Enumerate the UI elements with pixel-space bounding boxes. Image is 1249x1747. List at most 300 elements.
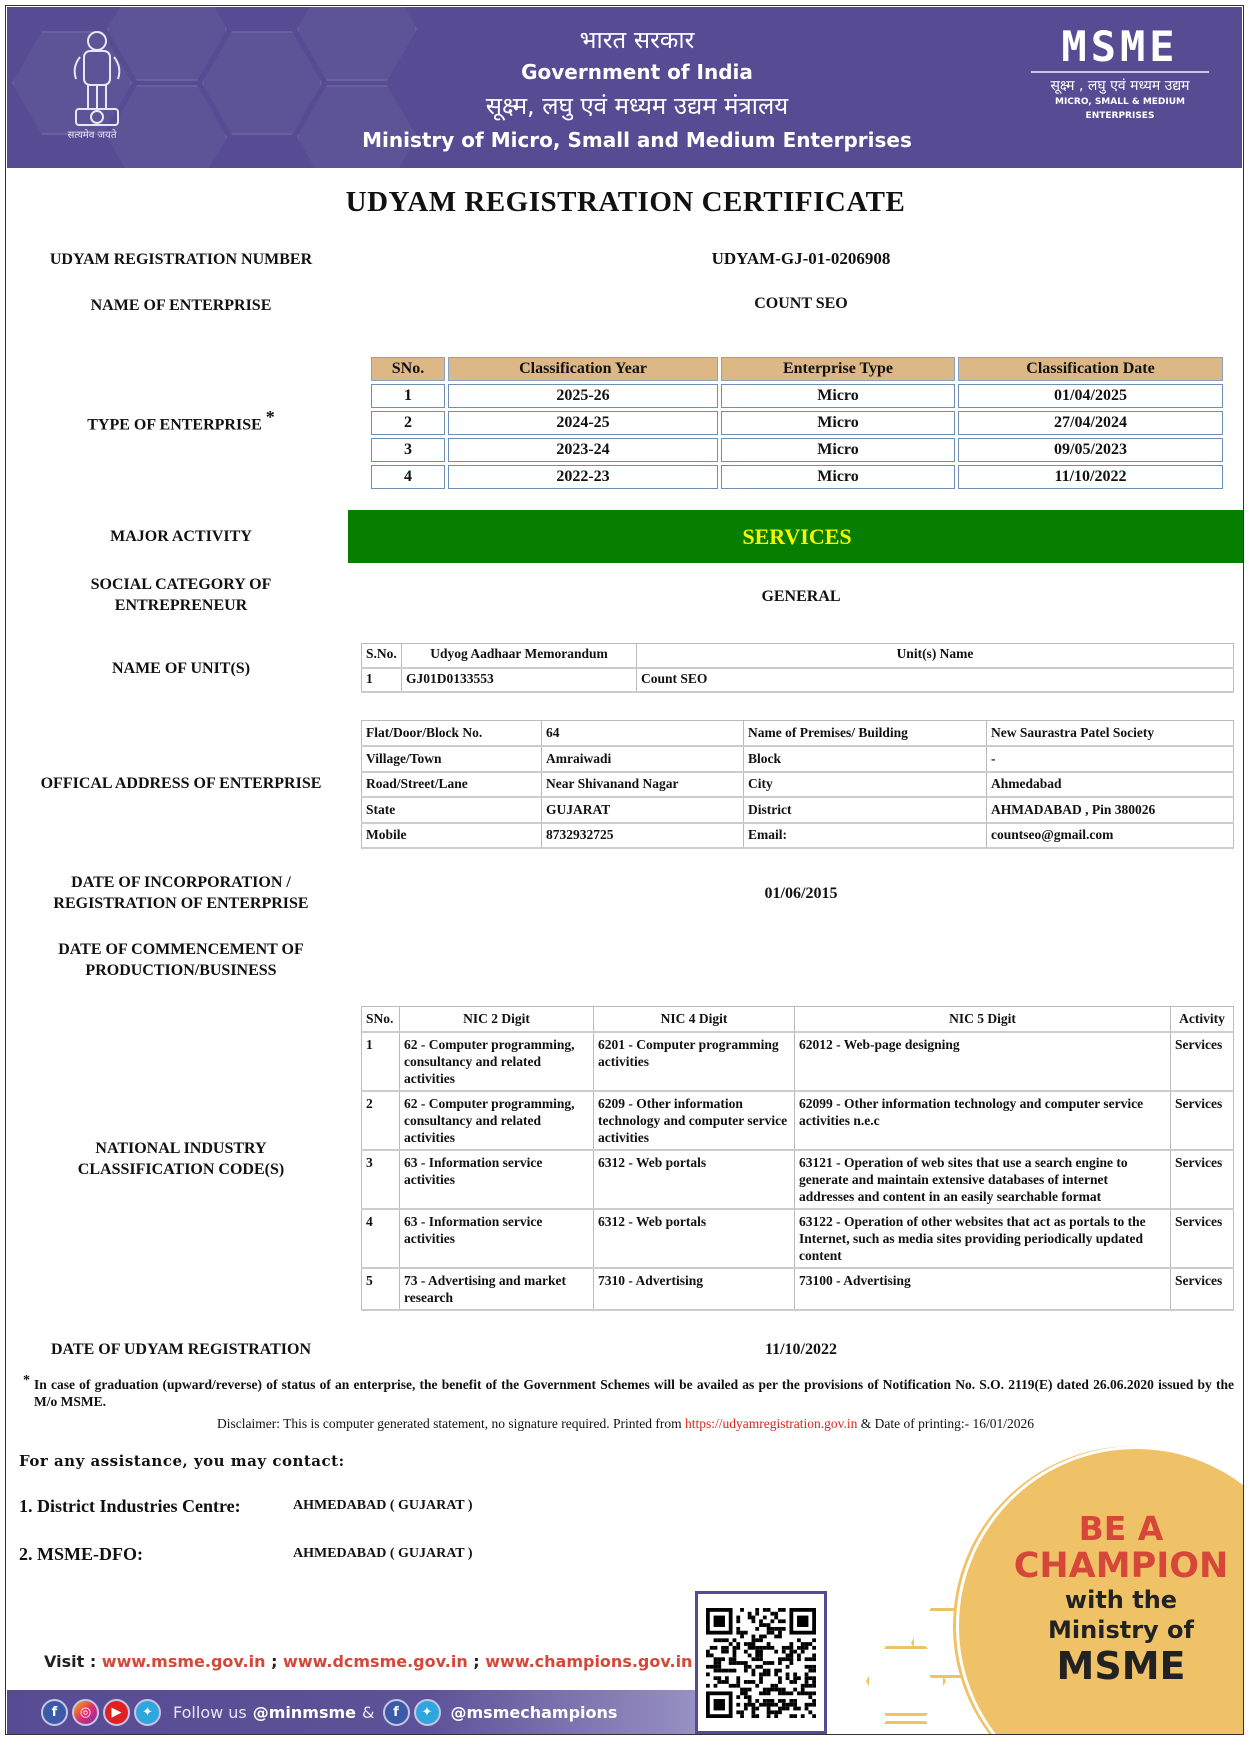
- column-header: Classification Year: [448, 357, 718, 381]
- qr-module: [759, 1646, 763, 1650]
- champions-website-link[interactable]: www.champions.gov.in: [485, 1652, 693, 1671]
- qr-module: [755, 1657, 759, 1661]
- qr-module: [793, 1699, 797, 1703]
- column-header: NIC 4 Digit: [594, 1007, 795, 1032]
- qr-module: [763, 1688, 767, 1692]
- qr-module: [759, 1672, 763, 1676]
- qr-module: [767, 1669, 771, 1673]
- qr-module: [725, 1676, 729, 1680]
- qr-module: [797, 1676, 801, 1680]
- address-label: OFFICAL ADDRESS OF ENTERPRISE: [40, 775, 322, 792]
- column-header: Enterprise Type: [721, 357, 955, 381]
- address-field-label: State: [362, 797, 542, 823]
- address-field-value: Amraiwadi: [542, 746, 744, 772]
- qr-module: [774, 1627, 778, 1631]
- table-cell: 63 - Information service activities: [400, 1209, 594, 1268]
- qr-module: [808, 1657, 812, 1661]
- msme-wordmark: MSME: [1061, 22, 1179, 71]
- qr-module: [714, 1661, 718, 1665]
- table-cell: 3: [371, 438, 445, 462]
- nic-header-row: [362, 1007, 1234, 1032]
- table-cell: 3: [362, 1150, 400, 1209]
- qr-module: [744, 1665, 748, 1669]
- qr-module: [736, 1680, 740, 1684]
- table-row: [371, 384, 1223, 408]
- qr-module: [752, 1642, 756, 1646]
- qr-module: [808, 1676, 812, 1680]
- table-cell: 2: [371, 411, 445, 435]
- qr-module: [808, 1665, 812, 1669]
- qr-module: [805, 1703, 809, 1707]
- facebook-icon[interactable]: f: [41, 1699, 68, 1726]
- column-header: Classification Date: [958, 357, 1223, 381]
- qr-module: [714, 1657, 718, 1661]
- table-cell: 4: [371, 465, 445, 489]
- qr-module: [752, 1680, 756, 1684]
- qr-module: [740, 1710, 744, 1714]
- address-field-value: New Saurastra Patel Society: [987, 721, 1234, 747]
- table-row: [371, 465, 1223, 489]
- footnote-text: In case of graduation (upward/reverse) of status of an enterprise, the benefit of the Government Schemes will be availed as per the provisions of Notification No. S.O. 2119(E) dated 26.06.2020 issued by the M/o MSME.: [34, 1377, 1234, 1409]
- qr-module: [786, 1654, 790, 1658]
- qr-module: [770, 1703, 774, 1707]
- separator: ;: [265, 1652, 284, 1671]
- separator: ;: [467, 1652, 486, 1671]
- assistance-heading: For any assistance, you may contact:: [19, 1452, 345, 1470]
- qr-module: [755, 1627, 759, 1631]
- qr-module: [714, 1665, 718, 1669]
- qr-module: [763, 1616, 767, 1620]
- table-cell: 1: [362, 1032, 400, 1091]
- qr-module: [740, 1691, 744, 1695]
- qr-module: [778, 1699, 782, 1703]
- qr-module: [748, 1680, 752, 1684]
- mobile-value: 8732932725: [542, 823, 744, 849]
- qr-module: [740, 1631, 744, 1635]
- qr-module: [801, 1650, 805, 1654]
- table-cell: Services: [1171, 1032, 1234, 1091]
- address-field-label: Village/Town: [362, 746, 542, 772]
- youtube-icon[interactable]: ▶: [103, 1699, 130, 1726]
- qr-module: [767, 1627, 771, 1631]
- qr-module: [774, 1635, 778, 1639]
- qr-module: [801, 1688, 805, 1692]
- social-category-label-line: SOCIAL CATEGORY OF: [90, 576, 272, 593]
- qr-module: [721, 1669, 725, 1673]
- qr-module: [755, 1665, 759, 1669]
- qr-module: [752, 1714, 756, 1718]
- qr-module: [793, 1676, 797, 1680]
- qr-module: [770, 1688, 774, 1692]
- qr-module: [812, 1657, 816, 1661]
- qr-module: [736, 1710, 740, 1714]
- dfo-value: AHMEDABAD ( GUJARAT ): [293, 1546, 473, 1561]
- qr-module: [710, 1654, 714, 1658]
- qr-module: [740, 1661, 744, 1665]
- qr-module: [759, 1619, 763, 1623]
- qr-module: [748, 1612, 752, 1616]
- table-cell: Micro: [721, 438, 955, 462]
- qr-module: [736, 1642, 740, 1646]
- qr-code[interactable]: [706, 1602, 816, 1724]
- qr-module: [748, 1654, 752, 1658]
- qr-module: [744, 1707, 748, 1711]
- qr-module: [797, 1691, 801, 1695]
- qr-module: [778, 1608, 782, 1612]
- qr-module: [812, 1638, 816, 1642]
- major-activity-label: MAJOR ACTIVITY: [110, 528, 252, 545]
- table-cell: Micro: [721, 384, 955, 408]
- table-cell: Micro: [721, 411, 955, 435]
- table-row: [362, 1091, 1234, 1150]
- qr-module: [763, 1691, 767, 1695]
- address-field-value: AHMADABAD , Pin 380026: [987, 797, 1234, 823]
- qr-module: [759, 1676, 763, 1680]
- udyam-portal-link[interactable]: https://udyamregistration.gov.in: [685, 1416, 858, 1431]
- qr-module: [729, 1642, 733, 1646]
- qr-module: [808, 1669, 812, 1673]
- qr-module: [748, 1616, 752, 1620]
- reg-number-value: UDYAM-GJ-01-0206908: [711, 249, 891, 268]
- qr-module: [770, 1627, 774, 1631]
- table-cell: 2024-25: [448, 411, 718, 435]
- qr-module: [793, 1688, 797, 1692]
- qr-module: [729, 1669, 733, 1673]
- qr-module: [755, 1646, 759, 1650]
- dfo-label: 2. MSME-DFO:: [19, 1544, 143, 1564]
- minmsme-handle[interactable]: @minmsme: [252, 1703, 357, 1722]
- qr-module: [736, 1616, 740, 1620]
- qr-module: [744, 1691, 748, 1695]
- champion-line: CHAMPION: [1013, 1546, 1229, 1586]
- qr-finder-pattern: [797, 1616, 808, 1627]
- qr-module: [797, 1654, 801, 1658]
- qr-module: [759, 1680, 763, 1684]
- national-emblem-icon: [62, 27, 132, 142]
- qr-module: [786, 1646, 790, 1650]
- qr-module: [744, 1669, 748, 1673]
- qr-module: [725, 1669, 729, 1673]
- qr-module: [801, 1646, 805, 1650]
- qr-module: [767, 1642, 771, 1646]
- qr-module: [812, 1680, 816, 1684]
- qr-module: [797, 1638, 801, 1642]
- qr-module: [733, 1646, 737, 1650]
- address-field-value: Ahmedabad: [987, 772, 1234, 798]
- qr-module: [725, 1680, 729, 1684]
- qr-module: [740, 1635, 744, 1639]
- qr-module: [736, 1627, 740, 1631]
- table-cell: 62099 - Other information technology and computer service activities n.e.c: [795, 1091, 1171, 1150]
- qr-module: [786, 1672, 790, 1676]
- qr-module: [812, 1646, 816, 1650]
- column-header: Udyog Aadhaar Memorandum: [402, 644, 637, 668]
- commencement-label-line: DATE OF COMMENCEMENT OF: [58, 941, 304, 958]
- qr-module: [782, 1707, 786, 1711]
- column-header: Activity: [1171, 1007, 1234, 1032]
- qr-module: [736, 1676, 740, 1680]
- table-row: [362, 823, 1234, 849]
- qr-module: [782, 1703, 786, 1707]
- qr-module: [786, 1665, 790, 1669]
- graduation-footnote: [23, 1373, 1234, 1410]
- qr-module: [744, 1631, 748, 1635]
- table-cell: 1: [371, 384, 445, 408]
- table-row: [362, 668, 1234, 692]
- qr-module: [752, 1657, 756, 1661]
- table-cell: 63122 - Operation of other websites that act as portals to the Internet, such as media sites providing periodically updated content: [795, 1209, 1171, 1268]
- qr-module: [725, 1638, 729, 1642]
- enterprise-type-label: [26, 407, 336, 435]
- table-cell: Micro: [721, 465, 955, 489]
- qr-module: [744, 1688, 748, 1692]
- social-category-value: GENERAL: [761, 588, 841, 605]
- reg-number-label: UDYAM REGISTRATION NUMBER: [49, 251, 313, 268]
- address-field-label: City: [744, 772, 987, 798]
- qr-finder-pattern: [714, 1699, 725, 1710]
- qr-module: [786, 1691, 790, 1695]
- classification-header-row: [371, 357, 1223, 381]
- qr-module: [752, 1710, 756, 1714]
- qr-module: [767, 1710, 771, 1714]
- table-cell: Services: [1171, 1150, 1234, 1209]
- social-follow-bar: [7, 1690, 707, 1735]
- qr-module: [808, 1703, 812, 1707]
- qr-module: [736, 1619, 740, 1623]
- certificate-page: [5, 5, 1244, 1735]
- msmechampions-handle[interactable]: @msmechampions: [450, 1703, 618, 1722]
- qr-module: [789, 1691, 793, 1695]
- column-header: SNo.: [362, 1007, 400, 1032]
- qr-module: [755, 1684, 759, 1688]
- address-field-label: Mobile: [362, 823, 542, 849]
- qr-module: [774, 1672, 778, 1676]
- qr-module: [714, 1676, 718, 1680]
- qr-module: [801, 1642, 805, 1646]
- qr-module: [744, 1642, 748, 1646]
- qr-module: [744, 1695, 748, 1699]
- table-cell: 2: [362, 1091, 400, 1150]
- major-activity-banner: SERVICES: [348, 510, 1244, 563]
- qr-module: [812, 1654, 816, 1658]
- qr-module: [759, 1638, 763, 1642]
- printing-date: & Date of printing:- 16/01/2026: [857, 1416, 1034, 1431]
- qr-module: [782, 1699, 786, 1703]
- dcmsme-website-link[interactable]: www.dcmsme.gov.in: [283, 1652, 468, 1671]
- champion-line: BE A: [1078, 1509, 1164, 1548]
- qr-module: [717, 1676, 721, 1680]
- qr-module: [789, 1642, 793, 1646]
- qr-module: [778, 1657, 782, 1661]
- qr-module: [789, 1646, 793, 1650]
- qr-module: [808, 1684, 812, 1688]
- footnote-marker: *: [23, 1373, 30, 1388]
- table-row: [371, 411, 1223, 435]
- qr-module: [778, 1688, 782, 1692]
- qr-module: [793, 1680, 797, 1684]
- nic-label: [26, 1138, 336, 1180]
- qr-module: [789, 1654, 793, 1658]
- certificate-title: UDYAM REGISTRATION CERTIFICATE: [345, 186, 906, 218]
- qr-module: [706, 1665, 710, 1669]
- government-title: Government of India: [521, 60, 753, 84]
- qr-module: [759, 1635, 763, 1639]
- table-cell: 4: [362, 1209, 400, 1268]
- table-row: [362, 1268, 1234, 1310]
- qr-module: [778, 1676, 782, 1680]
- qr-module: [782, 1657, 786, 1661]
- qr-module: [789, 1699, 793, 1703]
- qr-module: [778, 1707, 782, 1711]
- qr-module: [805, 1684, 809, 1688]
- qr-module: [748, 1695, 752, 1699]
- qr-module: [778, 1661, 782, 1665]
- qr-module: [744, 1661, 748, 1665]
- nic-label-line: NATIONAL INDUSTRY: [95, 1140, 267, 1157]
- table-row: [362, 772, 1234, 798]
- qr-module: [786, 1703, 790, 1707]
- incorporation-date-label: [26, 872, 336, 914]
- qr-module: [714, 1669, 718, 1673]
- qr-module: [789, 1703, 793, 1707]
- qr-module: [729, 1684, 733, 1688]
- champion-slogan: [991, 1511, 1244, 1687]
- qr-module: [778, 1635, 782, 1639]
- address-field-value: 64: [542, 721, 744, 747]
- table-cell: 73100 - Advertising: [795, 1268, 1171, 1310]
- qr-module: [733, 1638, 737, 1642]
- qr-module: [740, 1688, 744, 1692]
- address-field-value: -: [987, 746, 1234, 772]
- logo-hindi-text: सूक्ष्म , लघु एवं मध्यम उद्यम: [1050, 78, 1190, 94]
- ministry-title-block: [307, 25, 967, 157]
- table-row: [362, 797, 1234, 823]
- qr-module: [782, 1646, 786, 1650]
- qr-module: [714, 1684, 718, 1688]
- qr-module: [714, 1638, 718, 1642]
- qr-module: [763, 1672, 767, 1676]
- qr-module: [767, 1672, 771, 1676]
- emblem-caption: सत्यमेव जयते: [67, 130, 117, 141]
- qr-module: [759, 1650, 763, 1654]
- ampersand: &: [362, 1703, 375, 1722]
- decorative-hexagon: [202, 31, 322, 135]
- qr-module: [752, 1672, 756, 1676]
- table-cell: 63 - Information service activities: [400, 1150, 594, 1209]
- dic-label: 1. District Industries Centre:: [19, 1496, 241, 1516]
- qr-module: [767, 1699, 771, 1703]
- qr-module: [736, 1661, 740, 1665]
- qr-module: [782, 1650, 786, 1654]
- qr-module: [755, 1714, 759, 1718]
- udyam-date-value: 11/10/2022: [764, 1341, 837, 1358]
- qr-module: [729, 1657, 733, 1661]
- qr-module: [736, 1695, 740, 1699]
- table-cell: 5: [362, 1268, 400, 1310]
- hindi-government-title: भारत सरकार: [579, 26, 695, 54]
- qr-module: [805, 1707, 809, 1711]
- table-cell: 62 - Computer programming, consultancy and related activities: [400, 1091, 594, 1150]
- qr-module: [808, 1695, 812, 1699]
- qr-module: [736, 1703, 740, 1707]
- facebook-icon[interactable]: f: [383, 1699, 410, 1726]
- msme-website-link[interactable]: www.msme.gov.in: [101, 1652, 266, 1671]
- qr-module: [789, 1657, 793, 1661]
- column-header: Unit(s) Name: [637, 644, 1234, 668]
- table-row: [362, 721, 1234, 747]
- qr-module: [759, 1654, 763, 1658]
- address-field-label: Flat/Door/Block No.: [362, 721, 542, 747]
- qr-module: [770, 1699, 774, 1703]
- champion-line: MSME: [1056, 1644, 1186, 1688]
- qr-module: [778, 1631, 782, 1635]
- qr-module: [812, 1714, 816, 1718]
- twitter-icon[interactable]: ✦: [134, 1699, 161, 1726]
- qr-module: [812, 1676, 816, 1680]
- qr-module: [805, 1665, 809, 1669]
- qr-module: [789, 1680, 793, 1684]
- qr-module: [725, 1650, 729, 1654]
- qr-module: [789, 1661, 793, 1665]
- qr-module: [748, 1699, 752, 1703]
- qr-module: [706, 1654, 710, 1658]
- qr-module: [797, 1646, 801, 1650]
- disclaimer: [6, 1416, 1244, 1432]
- table-cell: 1: [362, 668, 402, 692]
- decorative-honeycomb: [866, 1721, 946, 1735]
- visit-links: [44, 1652, 692, 1671]
- disclaimer-text: Disclaimer: This is computer generated statement, no signature required. Printed from: [217, 1416, 686, 1431]
- dic-value: AHMEDABAD ( GUJARAT ): [293, 1498, 473, 1513]
- table-cell: 63121 - Operation of web sites that use a search engine to generate and maintain extensive databases of internet addresses and content in an easily searchable format: [795, 1150, 1171, 1209]
- qr-module: [805, 1646, 809, 1650]
- qr-module: [778, 1691, 782, 1695]
- qr-module: [759, 1657, 763, 1661]
- qr-module: [778, 1627, 782, 1631]
- qr-module: [767, 1623, 771, 1627]
- logo-divider: [1031, 71, 1209, 73]
- qr-module: [767, 1714, 771, 1718]
- visit-label: Visit :: [44, 1652, 102, 1671]
- qr-module: [774, 1669, 778, 1673]
- qr-module: [759, 1623, 763, 1627]
- twitter-icon[interactable]: ✦: [414, 1699, 441, 1726]
- qr-module: [740, 1714, 744, 1718]
- qr-module: [752, 1619, 756, 1623]
- qr-module: [774, 1710, 778, 1714]
- qr-module: [759, 1691, 763, 1695]
- table-cell: 2022-23: [448, 465, 718, 489]
- qr-module: [706, 1672, 710, 1676]
- champion-line: Ministry of: [1048, 1616, 1194, 1644]
- qr-module: [793, 1650, 797, 1654]
- qr-module: [805, 1642, 809, 1646]
- qr-module: [752, 1707, 756, 1711]
- qr-module: [767, 1661, 771, 1665]
- qr-module: [717, 1665, 721, 1669]
- qr-module: [744, 1703, 748, 1707]
- address-field-value: GUJARAT: [542, 797, 744, 823]
- qr-module: [774, 1688, 778, 1692]
- qr-module: [767, 1691, 771, 1695]
- qr-module: [748, 1642, 752, 1646]
- table-cell: Services: [1171, 1268, 1234, 1310]
- qr-module: [736, 1684, 740, 1688]
- qr-module: [770, 1612, 774, 1616]
- address-field-label: Road/Street/Lane: [362, 772, 542, 798]
- instagram-icon[interactable]: ◎: [72, 1699, 99, 1726]
- table-cell: 73 - Advertising and market research: [400, 1268, 594, 1310]
